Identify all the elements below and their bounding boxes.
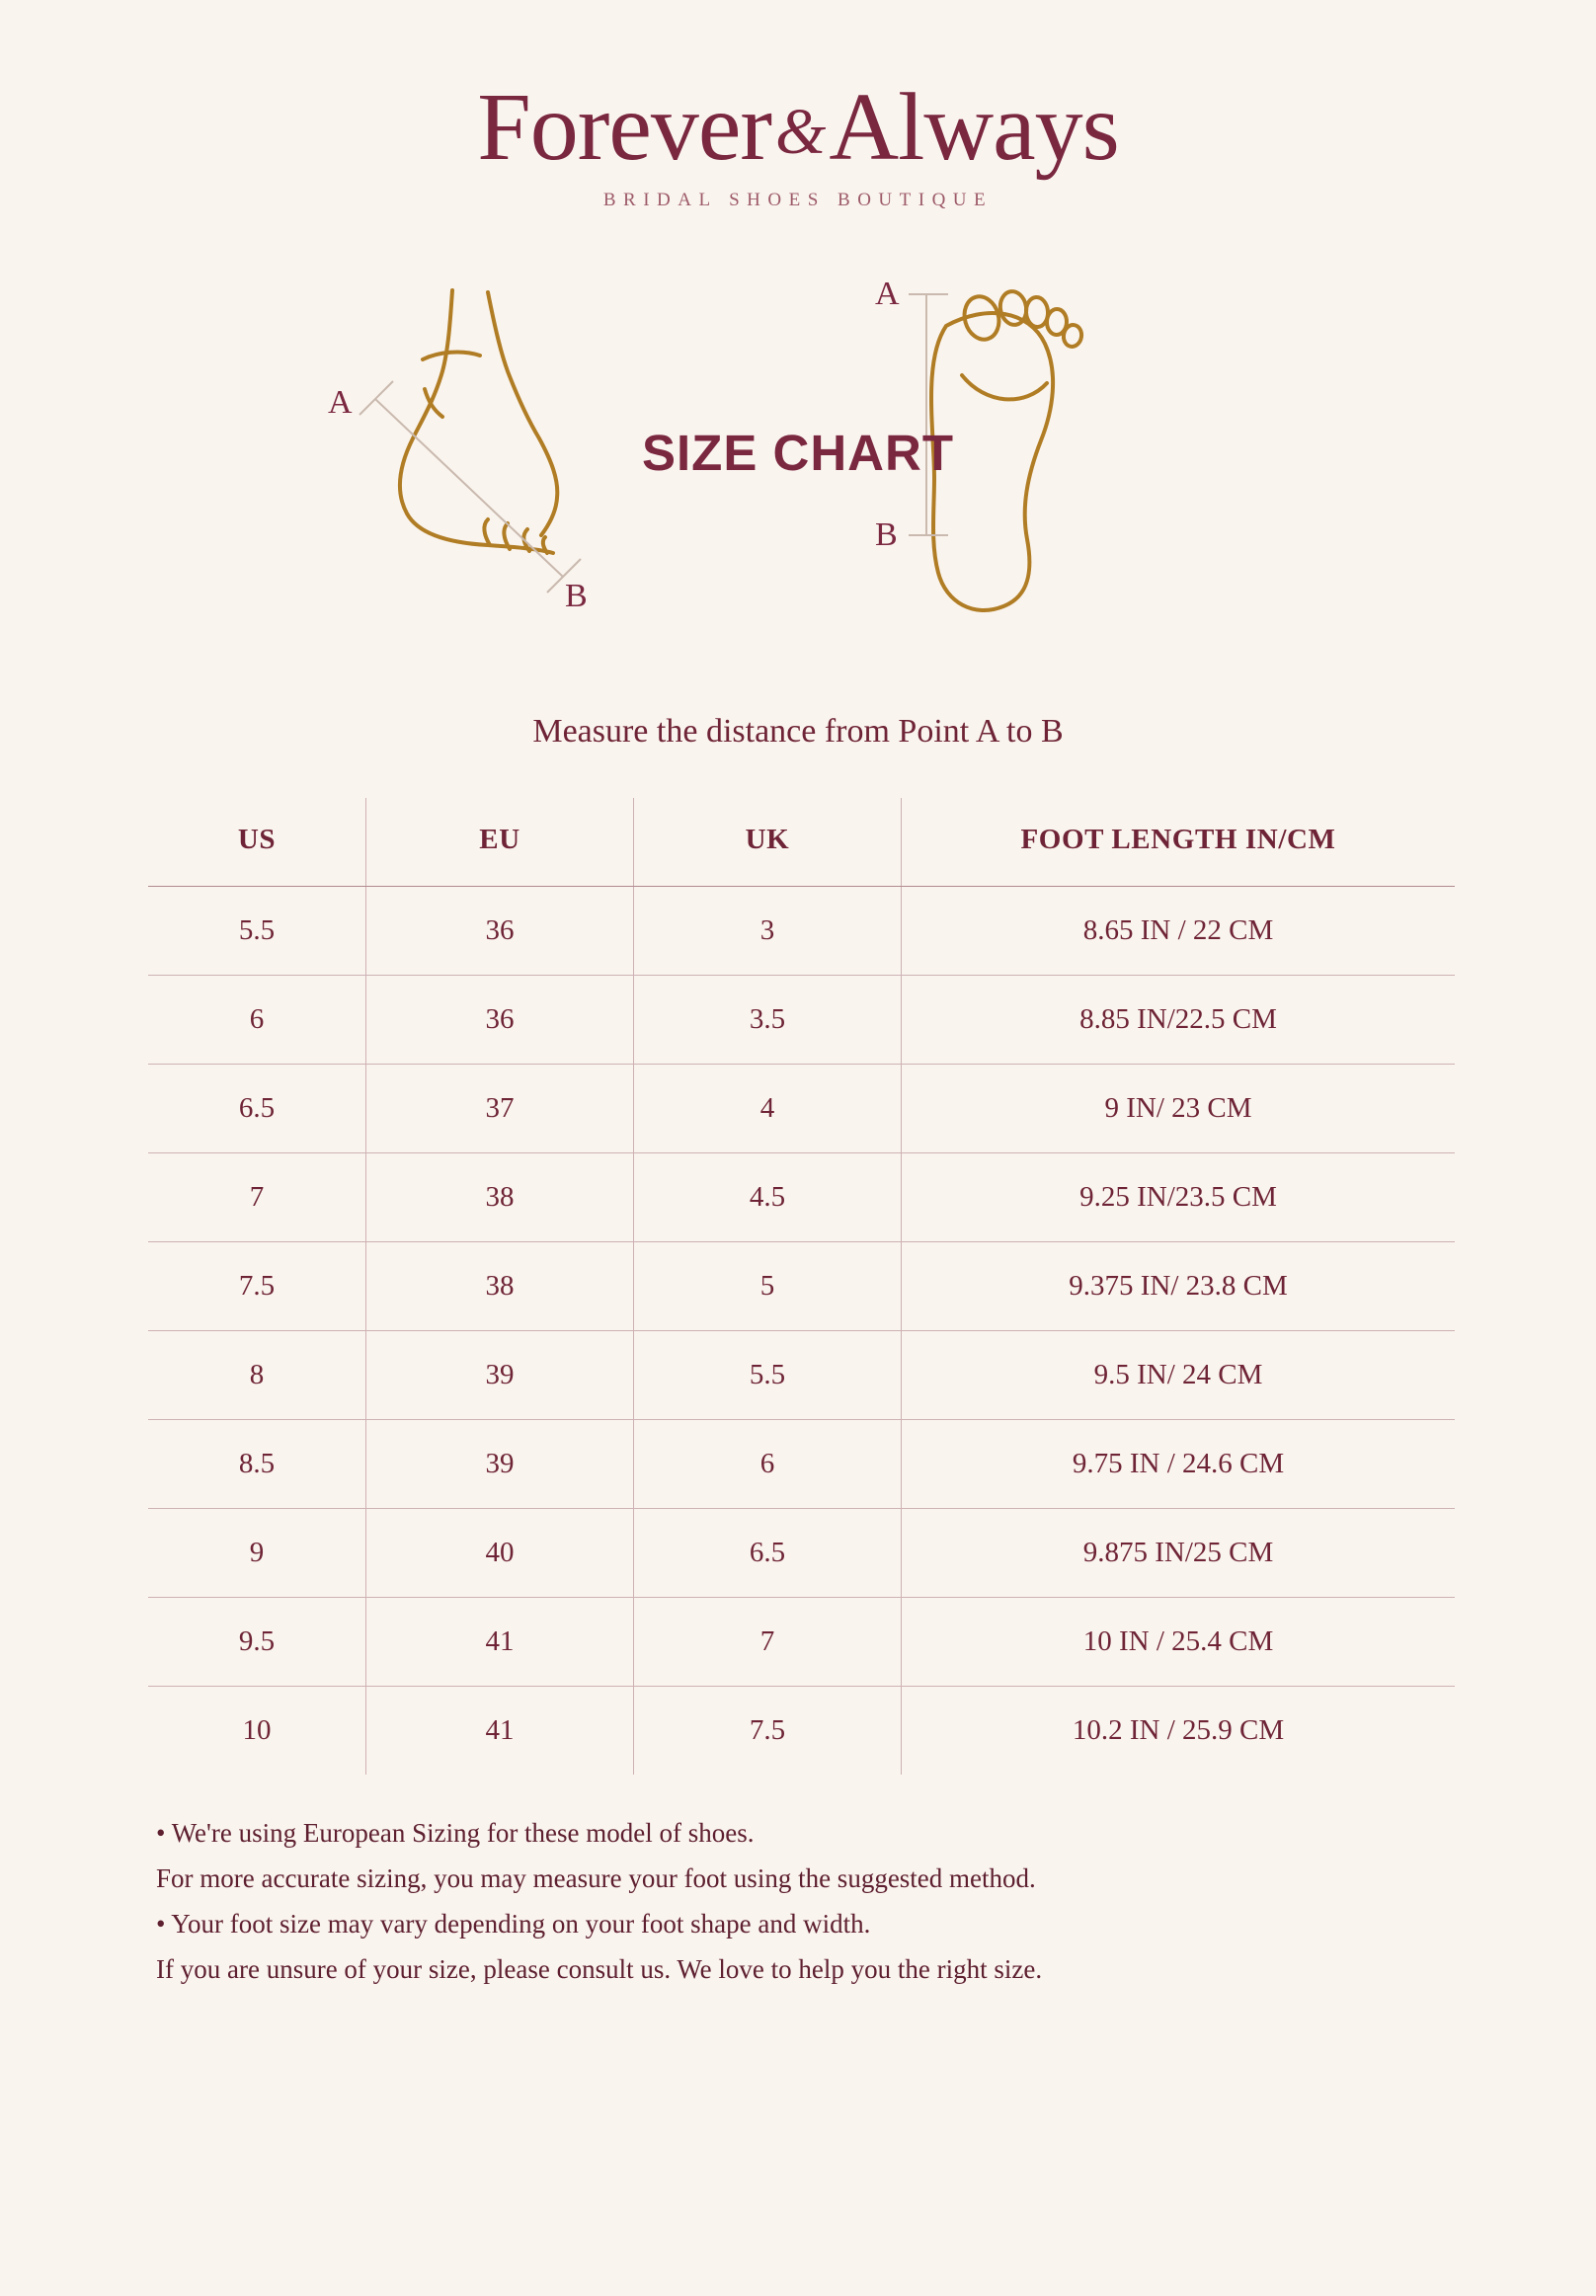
column-header-uk: UK	[634, 798, 902, 887]
cell-foot-length: 9.5 IN/ 24 CM	[902, 1331, 1456, 1420]
cell-uk: 3	[634, 887, 902, 976]
brand-header	[148, 0, 1448, 211]
cell-uk: 3.5	[634, 976, 902, 1065]
brand-title	[148, 74, 1448, 181]
column-header-foot-length: FOOT LENGTH IN/CM	[902, 798, 1456, 887]
table-row	[148, 976, 1455, 1065]
size-chart-title: SIZE CHART	[642, 425, 954, 481]
cell-us: 5.5	[148, 887, 366, 976]
cell-us: 8.5	[148, 1420, 366, 1509]
note-line: • We're using European Sizing for these model of shoes.	[156, 1818, 755, 1848]
cell-eu: 38	[366, 1153, 634, 1242]
ampersand-glyph: &	[775, 96, 826, 168]
brand-name-part2: Always	[829, 74, 1119, 181]
cell-eu: 40	[366, 1509, 634, 1598]
cell-us: 9.5	[148, 1598, 366, 1687]
cell-uk: 6	[634, 1420, 902, 1509]
note-line: If you are unsure of your size, please consult us. We love to help you the right size.	[156, 1954, 1043, 1985]
cell-eu: 37	[366, 1065, 634, 1153]
side-point-a-label: A	[328, 384, 353, 421]
cell-foot-length: 9.875 IN/25 CM	[902, 1509, 1456, 1598]
table-row	[148, 1242, 1455, 1331]
cell-eu: 36	[366, 887, 634, 976]
cell-foot-length: 9.25 IN/23.5 CM	[902, 1153, 1456, 1242]
cell-uk: 7.5	[634, 1687, 902, 1776]
cell-us: 10	[148, 1687, 366, 1776]
cell-foot-length: 8.65 IN / 22 CM	[902, 887, 1456, 976]
table-row	[148, 1420, 1455, 1509]
cell-eu: 38	[366, 1242, 634, 1331]
cell-us: 6	[148, 976, 366, 1065]
table-row	[148, 1331, 1455, 1420]
cell-uk: 7	[634, 1598, 902, 1687]
cell-foot-length: 9.375 IN/ 23.8 CM	[902, 1242, 1456, 1331]
table-row	[148, 1153, 1455, 1242]
cell-foot-length: 10 IN / 25.4 CM	[902, 1598, 1456, 1687]
sole-point-a-label: A	[875, 280, 900, 312]
cell-foot-length: 9.75 IN / 24.6 CM	[902, 1420, 1456, 1509]
cell-uk: 4.5	[634, 1153, 902, 1242]
cell-foot-length: 10.2 IN / 25.9 CM	[1072, 1714, 1285, 1746]
cell-uk: 5	[634, 1242, 902, 1331]
cell-uk: 5.5	[634, 1331, 902, 1420]
foot-measurement-diagram	[148, 280, 1448, 705]
brand-tagline: BRIDAL SHOES BOUTIQUE	[602, 190, 994, 210]
table-row	[148, 1065, 1455, 1153]
cell-eu: 36	[366, 976, 634, 1065]
cell-uk: 4	[634, 1065, 902, 1153]
cell-us: 8	[148, 1331, 366, 1420]
cell-eu: 41	[366, 1598, 634, 1687]
cell-us: 7	[148, 1153, 366, 1242]
footer-notes	[148, 1814, 1452, 1990]
column-header-us: US	[148, 798, 366, 887]
table-row	[148, 1509, 1455, 1598]
size-table	[148, 798, 1455, 1775]
column-header-eu: EU	[366, 798, 634, 887]
table-header-row	[148, 798, 1455, 887]
note-line: • Your foot size may vary depending on your foot shape and width.	[156, 1909, 871, 1940]
table-row	[148, 1687, 1455, 1776]
cell-eu: 39	[366, 1420, 634, 1509]
cell-us: 6.5	[148, 1065, 366, 1153]
sole-point-b-label: B	[875, 516, 898, 553]
table-row	[148, 887, 1455, 976]
cell-eu: 41	[366, 1687, 634, 1776]
note-line: For more accurate sizing, you may measure your foot using the suggested method.	[156, 1863, 1036, 1894]
table-row	[148, 1598, 1455, 1687]
side-point-b-label: B	[565, 578, 588, 614]
cell-foot-length: 9 IN/ 23 CM	[902, 1065, 1456, 1153]
cell-us: 7.5	[148, 1242, 366, 1331]
measure-instruction: Measure the distance from Point A to B	[532, 713, 1064, 750]
cell-foot-length: 8.85 IN/22.5 CM	[902, 976, 1456, 1065]
cell-us: 9	[148, 1509, 366, 1598]
cell-uk: 6.5	[634, 1509, 902, 1598]
cell-eu: 39	[366, 1331, 634, 1420]
brand-name-part1: Forever	[477, 74, 771, 181]
